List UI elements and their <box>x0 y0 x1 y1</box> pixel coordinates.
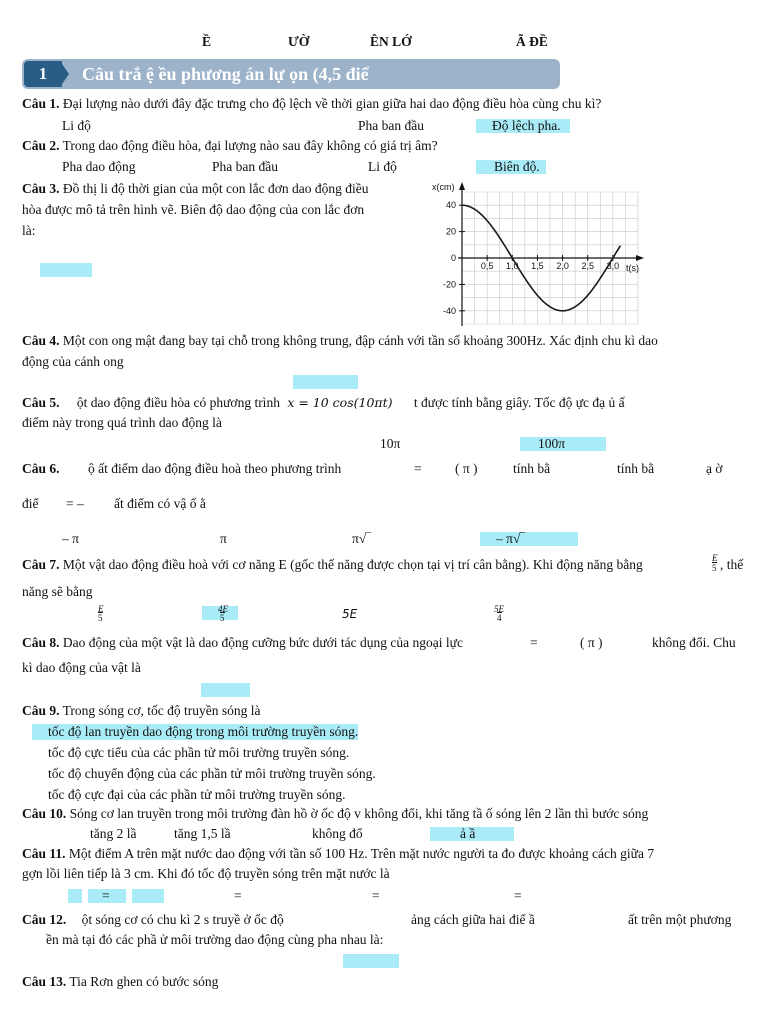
x-axis-arrow-icon <box>636 255 644 261</box>
question-text: Đại lượng nào dưới đây đặc trưng cho độ lệch về thời gian giữa hai dao động điều hòa cùng chu kì? <box>62 96 602 111</box>
q7-option-c[interactable]: 5E <box>342 607 358 621</box>
q12-text-c: ất trên một phương <box>628 912 732 927</box>
question-text-line2: gợn lồi liên tiếp là 3 cm. Khi đó tốc độ truyền sóng trên mặt nước là <box>22 866 390 881</box>
x-axis-label: t(s) <box>626 263 639 273</box>
question-text-line2: động của cánh ong <box>22 354 124 369</box>
q6-text-b: = <box>414 461 422 476</box>
q6-option-d[interactable]: – π√‾ <box>496 531 525 546</box>
header-fragment-3: ÊN LỚ <box>370 34 412 49</box>
q6-option-c[interactable]: π√‾ <box>352 531 371 546</box>
x-tick-label: 1,5 <box>531 261 544 271</box>
question-text-line1: Dao động của một vật là dao động cưỡng bức dưới tác dụng của ngoại lực <box>62 635 463 650</box>
banner-arrow-icon <box>60 61 69 87</box>
q8-eq1: = <box>530 635 538 650</box>
q9-option-b[interactable]: tốc độ cực tiểu của các phần tử môi trường truyền sóng. <box>48 745 350 760</box>
question-4 <box>22 333 658 349</box>
question-text-line2: năng sẽ bằng <box>22 584 93 599</box>
question-8 <box>22 635 463 651</box>
question-3 <box>22 181 369 197</box>
x-tick-label: 2,5 <box>581 261 594 271</box>
question-text-line2: hòa được mô tả trên hình vẽ. Biên độ dao động của con lắc đơn <box>22 202 365 217</box>
question-text-line2: kì dao động của vật là <box>22 660 141 675</box>
question-10 <box>22 806 648 822</box>
question-13 <box>22 974 218 990</box>
q6-text-i: ất điểm có vậ ố ằ <box>114 496 206 511</box>
q12-text-a: ột sóng cơ có chu kì 2 s truyề ở ốc độ <box>81 912 284 927</box>
q8-text-end: không đổi. Chu <box>652 635 736 650</box>
x-tick-label: 1,0 <box>506 261 519 271</box>
question-7 <box>22 557 643 573</box>
header-fragment-2: ƯỜ <box>288 34 310 49</box>
question-label: Câu 6. <box>22 461 60 476</box>
question-1 <box>22 96 601 112</box>
header-fragment-4: Ã ĐỀ <box>516 34 548 49</box>
x-tick-label: 3,0 <box>606 261 620 271</box>
question-label: Câu 12. <box>22 912 67 927</box>
section-title: Câu trắ ệ ều phương án lự ọn (4,5 điể <box>82 64 369 84</box>
q2-option-b[interactable]: Pha ban đầu <box>212 159 278 174</box>
x-tick-label: 2,0 <box>556 261 569 271</box>
q7-option-a-den[interactable]: 5 <box>98 613 103 623</box>
y-tick-label: 20 <box>445 226 456 237</box>
y-axis-label: x(cm) <box>432 182 455 192</box>
question-text: Tia Rơn ghen có bước sóng <box>69 974 219 989</box>
q8-eq2: ( π ) <box>580 635 603 650</box>
y-axis-arrow-icon <box>459 182 465 190</box>
answer-highlight[interactable] <box>293 375 358 389</box>
q9-option-d[interactable]: tốc độ cực đại của các phần tử môi trường truyền sóng. <box>48 787 346 802</box>
q2-option-d[interactable]: Biên độ. <box>494 159 540 174</box>
question-text-line3: là: <box>22 223 36 238</box>
displacement-time-chart <box>428 178 648 330</box>
q6-text-e: tính bằ <box>617 461 655 476</box>
question-text-line2: ền mà tại đó các phầ ử môi trường dao động cùng pha nhau là: <box>46 932 384 947</box>
q10-option-b[interactable]: tăng 1,5 lầ <box>174 826 231 841</box>
q11-option-c[interactable]: = <box>372 888 380 903</box>
question-text-line1: Một điểm A trên mặt nước dao động với tần số 100 Hz. Trên mặt nước người ta đo được khoảng cách giữa 7 <box>68 846 655 861</box>
question-text-line1: Một con ong mật đang bay tại chỗ trong không trung, đập cánh với tần số khoảng 300Hz. Xác định chu kì dao <box>62 333 658 348</box>
answer-highlight <box>132 889 164 903</box>
y-tick-label: -20 <box>442 279 456 290</box>
q6-text-f: ạ ờ <box>706 461 723 476</box>
q6-text-h: = – <box>66 496 84 511</box>
question-label: Câu 2. <box>22 138 60 153</box>
y-tick-label: -40 <box>442 305 456 316</box>
q10-option-c[interactable]: không đổ <box>312 826 363 841</box>
question-text: Trong dao động điều hòa, đại lượng nào sau đây không có giá trị âm? <box>62 138 438 153</box>
y-tick-label: 0 <box>450 253 456 263</box>
q7-option-d-den[interactable]: 4 <box>497 613 502 623</box>
q7-option-b-num[interactable]: 4E <box>218 604 228 614</box>
answer-highlight <box>68 889 82 903</box>
answer-highlight[interactable] <box>201 683 250 697</box>
q7-option-d-num[interactable]: 5E <box>494 604 504 614</box>
q11-option-a[interactable]: = <box>102 888 110 903</box>
q10-option-d[interactable]: ả ầ <box>460 826 476 841</box>
y-tick-label: 40 <box>445 200 456 211</box>
q2-option-a[interactable]: Pha dao động <box>62 159 136 174</box>
question-text-line2: điểm này trong quá trình dao động là <box>22 415 222 430</box>
q9-option-c[interactable]: tốc độ chuyển động của các phần tử môi trường truyền sóng. <box>48 766 376 781</box>
answer-highlight[interactable] <box>343 954 399 968</box>
section-number: 1 <box>24 61 62 87</box>
q11-option-b[interactable]: = <box>234 888 242 903</box>
question-text: Trong sóng cơ, tốc độ truyền sóng là <box>62 703 261 718</box>
q11-option-d[interactable]: = <box>514 888 522 903</box>
q2-option-c[interactable]: Li độ <box>368 159 397 174</box>
question-label: Câu 11. <box>22 846 66 861</box>
question-5 <box>22 395 625 411</box>
question-12 <box>22 912 284 928</box>
question-label: Câu 10. <box>22 806 67 821</box>
question-6 <box>22 461 60 477</box>
q7-frac-den: 5 <box>712 563 717 573</box>
q1-option-d[interactable]: Độ lệch pha. <box>492 118 561 133</box>
question-text-line1: Đồ thị li độ thời gian của một con lắc đơn dao động điều <box>62 181 369 196</box>
question-2 <box>22 138 438 154</box>
q7-frac-num: E <box>712 553 718 563</box>
question-text-part1: ột dao động điều hòa có phương trình <box>76 395 280 410</box>
question-label: Câu 8. <box>22 635 60 650</box>
question-label: Câu 5. <box>22 395 60 410</box>
header-fragment-1: Ề <box>202 34 212 49</box>
q6-text-c: ( π ) <box>455 461 478 476</box>
question-label: Câu 13. <box>22 974 67 989</box>
x-tick-label: 0,5 <box>480 261 494 271</box>
answer-highlight[interactable] <box>40 263 92 277</box>
q6-text-g: điể <box>22 496 39 511</box>
question-label: Câu 9. <box>22 703 60 718</box>
q1-option-a[interactable]: Li độ <box>62 118 91 133</box>
answer-highlight <box>480 532 578 546</box>
q10-option-a[interactable]: tăng 2 lầ <box>90 826 137 841</box>
question-text-part2: t được tính bằng giây. Tốc độ ực đạ ủ ấ <box>413 395 625 410</box>
equation: x = 10 cos(10πt) <box>287 395 393 410</box>
q5-option-d[interactable]: 100π <box>538 436 566 451</box>
question-label: Câu 7. <box>22 557 60 572</box>
q6-text-d: tính bằ <box>513 461 551 476</box>
question-label: Câu 1. <box>22 96 60 111</box>
question-label: Câu 4. <box>22 333 60 348</box>
question-text-line1: Một vật dao động điều hoà với cơ năng E (gốc thế năng được chọn tại vị trí cân bằng). Khi động năng bằng <box>62 557 643 572</box>
q9-option-a[interactable]: tốc độ lan truyền dao động trong môi trường truyền sóng. <box>32 724 358 740</box>
q6-option-b[interactable]: π <box>220 531 227 546</box>
q5-option-c[interactable]: 10π <box>380 436 401 451</box>
q7-option-a-num[interactable]: E <box>98 604 104 614</box>
q7-option-b-den[interactable]: 5 <box>220 613 225 623</box>
q6-option-a[interactable]: – π <box>62 531 79 546</box>
q6-text-a: ộ ất điểm dao động điều hoà theo phương trình <box>88 461 342 476</box>
question-9 <box>22 703 261 719</box>
question-text-line1: Sóng cơ lan truyền trong môi trường đàn hồ ờ ốc độ v không đổi, khi tăng tầ ố sóng lên 2 lần thì bước sóng <box>69 806 649 821</box>
q7-text-end: , thế <box>720 557 744 572</box>
question-11 <box>22 846 654 862</box>
q12-text-b: ảng cách giữa hai điể ầ <box>411 912 535 927</box>
question-label: Câu 3. <box>22 181 60 196</box>
q1-option-c[interactable]: Pha ban đầu <box>358 118 424 133</box>
